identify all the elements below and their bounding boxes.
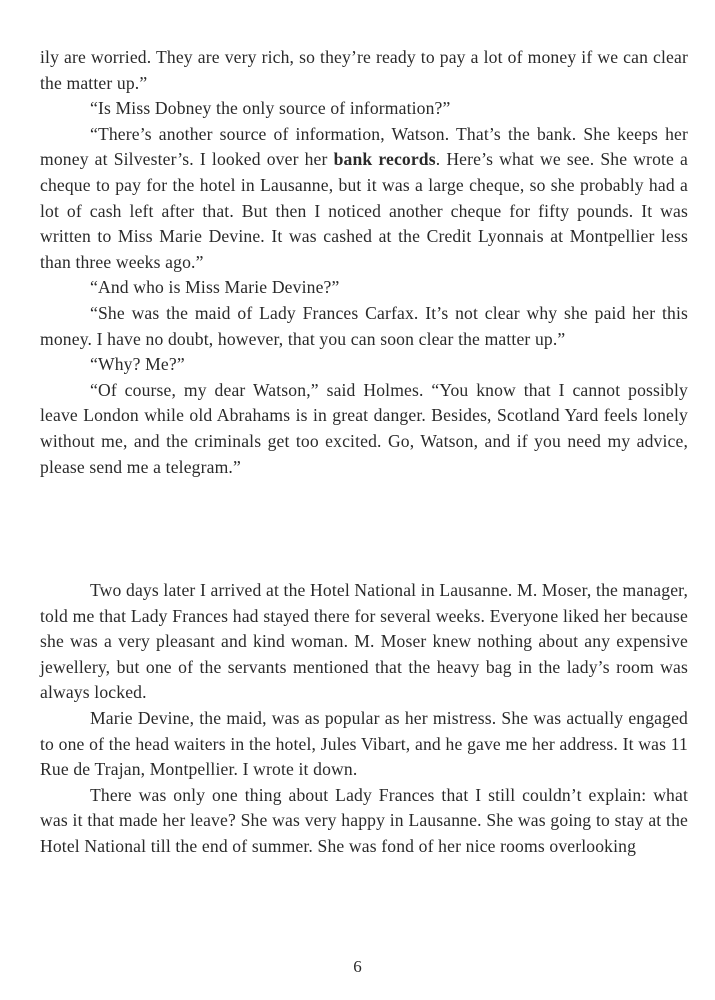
- paragraph: Two days later I arrived at the Hotel National in Lausanne. M. Moser, the manager, told me that Lady Frances had stayed there for several weeks. Everyone liked her because she was a very pleasant and kind woman. M. Moser knew nothing about any expensive jewellery, but one of the servants mentioned that the heavy bag in the lady’s room was always locked.: [40, 580, 688, 703]
- paragraph: There was only one thing about Lady Frances that I still couldn’t explain: what was it that made her leave? She was very happy in Lausanne. She was going to stay at the Hotel National till the end of summer. She was fond of her nice rooms overlooking: [40, 784, 688, 856]
- page-number: 6: [353, 957, 362, 976]
- paragraph-text: . Here’s what we see. She wrote a cheque to pay for the hotel in Lausanne, but it was a large cheque, so she probably had a lot of cash left after that. But then I noticed another cheque for fifty pounds. It was written to Miss Marie Devine. It was cashed at the Credit Lyonnais at Montpellier less than three weeks ago.”: [40, 149, 689, 272]
- narrative-section: [40, 578, 688, 860]
- paragraph: “Is Miss Dobney the only source of information?”: [90, 98, 451, 119]
- paragraph: [40, 122, 688, 276]
- paragraph: “Why? Me?”: [90, 354, 185, 375]
- dialogue-section: [40, 45, 688, 480]
- paragraph: “She was the maid of Lady Frances Carfax. It’s not clear why she paid her this money. I have no doubt, however, that you can soon clear the matter up.”: [40, 302, 688, 349]
- paragraph: ily are worried. They are very rich, so they’re ready to pay a lot of money if we can clear the matter up.”: [40, 47, 688, 93]
- paragraph-text: “There’s another source of information, Watson. That’s the bank. She keeps her money at Silvester’s. I looked over her: [40, 123, 688, 170]
- paragraph: Marie Devine, the maid, was as popular as her mistress. She was actually engaged to one of the head waiters in the hotel, Jules Vibart, and he gave me her address. It was 11 Rue de Trajan, Montpellier. I wrote it down.: [40, 707, 688, 780]
- paragraph: “Of course, my dear Watson,” said Holmes. “You know that I cannot possibly leave London while old Abrahams is in great danger. Besides, Scotland Yard feels lonely without me, and the criminals get too excited. Go, Watson, and if you need my advice, please send me a telegram.”: [40, 379, 688, 477]
- bold-term: bank records: [333, 149, 436, 170]
- paragraph: “And who is Miss Marie Devine?”: [90, 277, 340, 298]
